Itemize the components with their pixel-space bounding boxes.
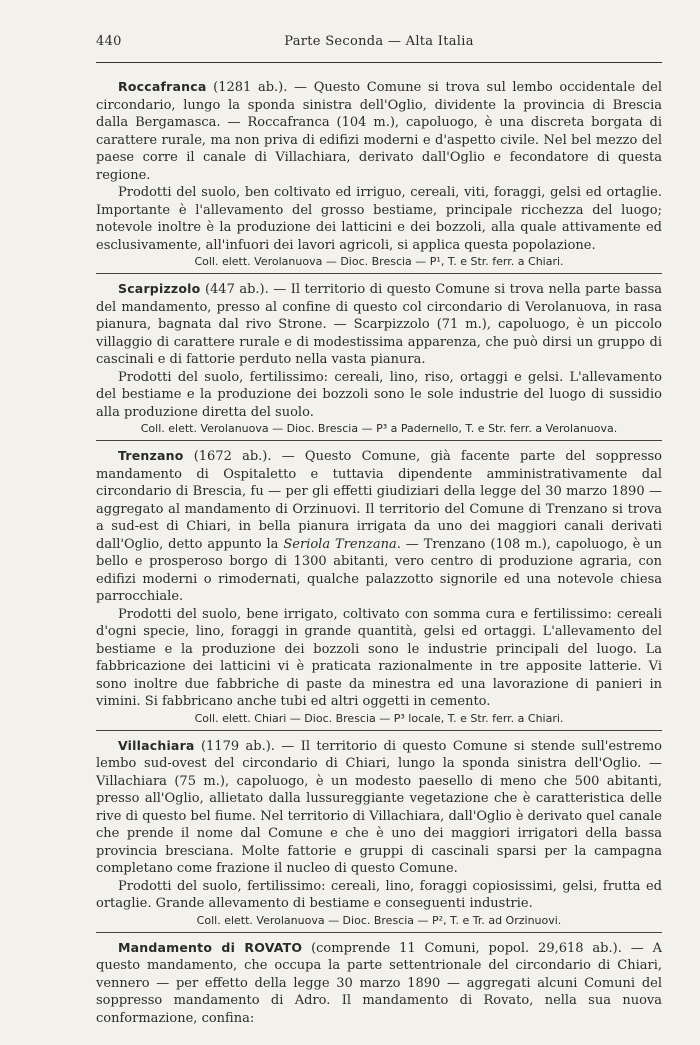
section-text-b: . — Trenzano (108 m.), capoluogo, è un bello e prosperoso borgo di 1300 abitanti, vero centro di produzione agraria, con edifizi moderni o rimodernati, qualche palazzotto signorile ed una notevole chiesa parrocchiale. (96, 536, 662, 604)
section-text: (447 ab.). — Il territorio di questo Comune si trova nella parte bassa del mandamento, presso al confine di questo col circondario di Verolanuova, in rasa pianura, bagnata dal rivo Strone. — Scarpizzolo (71 m.), capoluogo, è un piccolo villaggio di carattere rurale e di modestissima apparenza, che può dirsi un gruppo di cascinali e di fattorie perduto nella vasta pianura. (96, 282, 662, 367)
page-header (96, 34, 662, 52)
page-number: 440 (96, 34, 122, 49)
section-title: Trenzano (118, 448, 184, 463)
section-title: Mandamento di ROVATO (118, 939, 303, 955)
electoral-info: Coll. elett. Chiari — Dioc. Brescia — P³ locale, T. e Str. ferr. a Chiari. (194, 711, 564, 725)
section-villachiara (96, 737, 662, 928)
canal-name: Seriola Trenzana (283, 536, 397, 552)
section-paragraph (96, 280, 662, 369)
section-divider (96, 932, 662, 933)
section-scarpizzolo (96, 280, 662, 436)
section-title: Scarpizzolo (118, 281, 201, 296)
products-paragraph: Prodotti del suolo, ben coltivato ed irriguo, cereali, viti, foraggi, gelsi ed ortaglie. Importante è l'allevamento del grosso bestiame, principale ricchezza del luogo; notevole inoltre è la produzione dei latticini e dei bozzoli, alla quale attivamente ed esclusivamente, all'infuori dei lavori agricoli, si applica questa popolazione. (96, 185, 662, 253)
section-text: (1281 ab.). — Questo Comune si trova sul lembo occidentale del circondario, lungo la sponda sinistra dell'Oglio, dividente la provincia di Brescia dalla Bergamasca. — Roccafranca (104 m.), capoluogo, è una discreta borgata di carattere rurale, ma non priva di edifizi moderni e d'aspetto civile. Nel bel mezzo del paese corre il canale di Villachiara, derivato dall'Oglio e fecondatore di questa regione. (96, 80, 662, 183)
electoral-info: Coll. elett. Verolanuova — Dioc. Brescia — P¹, T. e Str. ferr. a Chiari. (194, 255, 564, 268)
products-paragraph: Prodotti del suolo, fertilissimo: cereali, lino, riso, ortaggi e gelsi. L'allevamento del bestiame e la produzione dei bozzoli sono le sole industrie del luogo di sussidio alla produzione diretta del suolo. (96, 369, 662, 420)
section-paragraph (96, 78, 662, 184)
section-text: (comprende 11 Comuni, popol. 29,618 ab.). — A questo mandamento, che occupa la parte settentrionale del circondario di Chiari, vennero — per effetto della legge 30 marzo 1890 — aggregati alcuni Comuni del soppresso mandamento di Adro. Il mandamento di Rovato, nella sua nuova conformazione, confina: (96, 940, 663, 1026)
section-text-a: (1672 ab.). — Questo Comune, già facente parte del soppresso mandamento di Ospitaletto e tuttavia dipendente amministrativamente dal circondario di Brescia, fu — per gli effetti giudiziari della legge del 30 marzo 1890 — aggregato al mandamento di Orzinuovi. Il territorio del Comune di Trenzano si trova a sud-est di Chiari, in bella pianura irrigata da uno dei maggiori canali derivati dall'Oglio, detto appunto la (96, 449, 662, 552)
section-divider (96, 273, 662, 274)
section-roccafranca (96, 78, 662, 269)
products-paragraph: Prodotti del suolo, bene irrigato, coltivato con somma cura e fertilissimo: cereali d'ogni specie, lino, foraggi in grande quantità, gelsi ed ortaggi. L'allevamento del bestiame e la produzione dei bozzoli sono le industrie principali del luogo. La fabbricazione dei latticini vi è praticata razionalmente in tre apposite latterie. Vi sono inoltre due fabbriche di paste da minestra ed una lavorazione di panieri in vimini. Si fabbricano anche tubi ed altri oggetti in cemento. (96, 606, 662, 709)
section-divider (96, 440, 662, 441)
section-paragraph (96, 737, 662, 878)
running-title: Parte Seconda — Alta Italia (284, 34, 474, 49)
section-trenzano (96, 447, 662, 726)
section-title: Roccafranca (118, 79, 207, 94)
section-text: (1179 ab.). — Il territorio di questo Comune si stende sull'estremo lembo sud-ovest del circondario di Chiari, lungo la sponda sinistra dell'Oglio. — Villachiara (75 m.), capoluogo, è un modesto paesello di meno che 500 abitanti, presso all'Oglio, allietato dalla lussureggiante vegetazione che è caratteristica delle rive di questo bel fiume. Nel territorio di Villachiara, dall'Oglio è derivato quel canale che prende il nome dal Comune e che è uno dei maggiori irrigatori della bassa provincia bresciana. Molte fattorie e gruppi di cascinali sparsi per la campagna completano come frazione il nucleo di questo Comune. (96, 738, 662, 876)
electoral-info: Coll. elett. Verolanuova — Dioc. Brescia — P³ a Padernello, T. e Str. ferr. a Verolanuova. (140, 422, 618, 435)
section-paragraph (96, 939, 662, 1028)
section-divider (96, 730, 662, 731)
section-mandamento-rovato (96, 939, 662, 1028)
page-content (96, 72, 662, 1027)
section-paragraph (96, 447, 662, 606)
section-title: Villachiara (118, 737, 195, 753)
products-paragraph: Prodotti del suolo, fertilissimo: cereali, lino, foraggi copiosissimi, gelsi, frutta ed ortaglie. Grande allevamento di bestiame e conseguenti industrie. (96, 878, 662, 911)
electoral-info: Coll. elett. Verolanuova — Dioc. Brescia — P², T. e Tr. ad Orzinuovi. (196, 913, 562, 927)
header-rule (96, 62, 662, 63)
